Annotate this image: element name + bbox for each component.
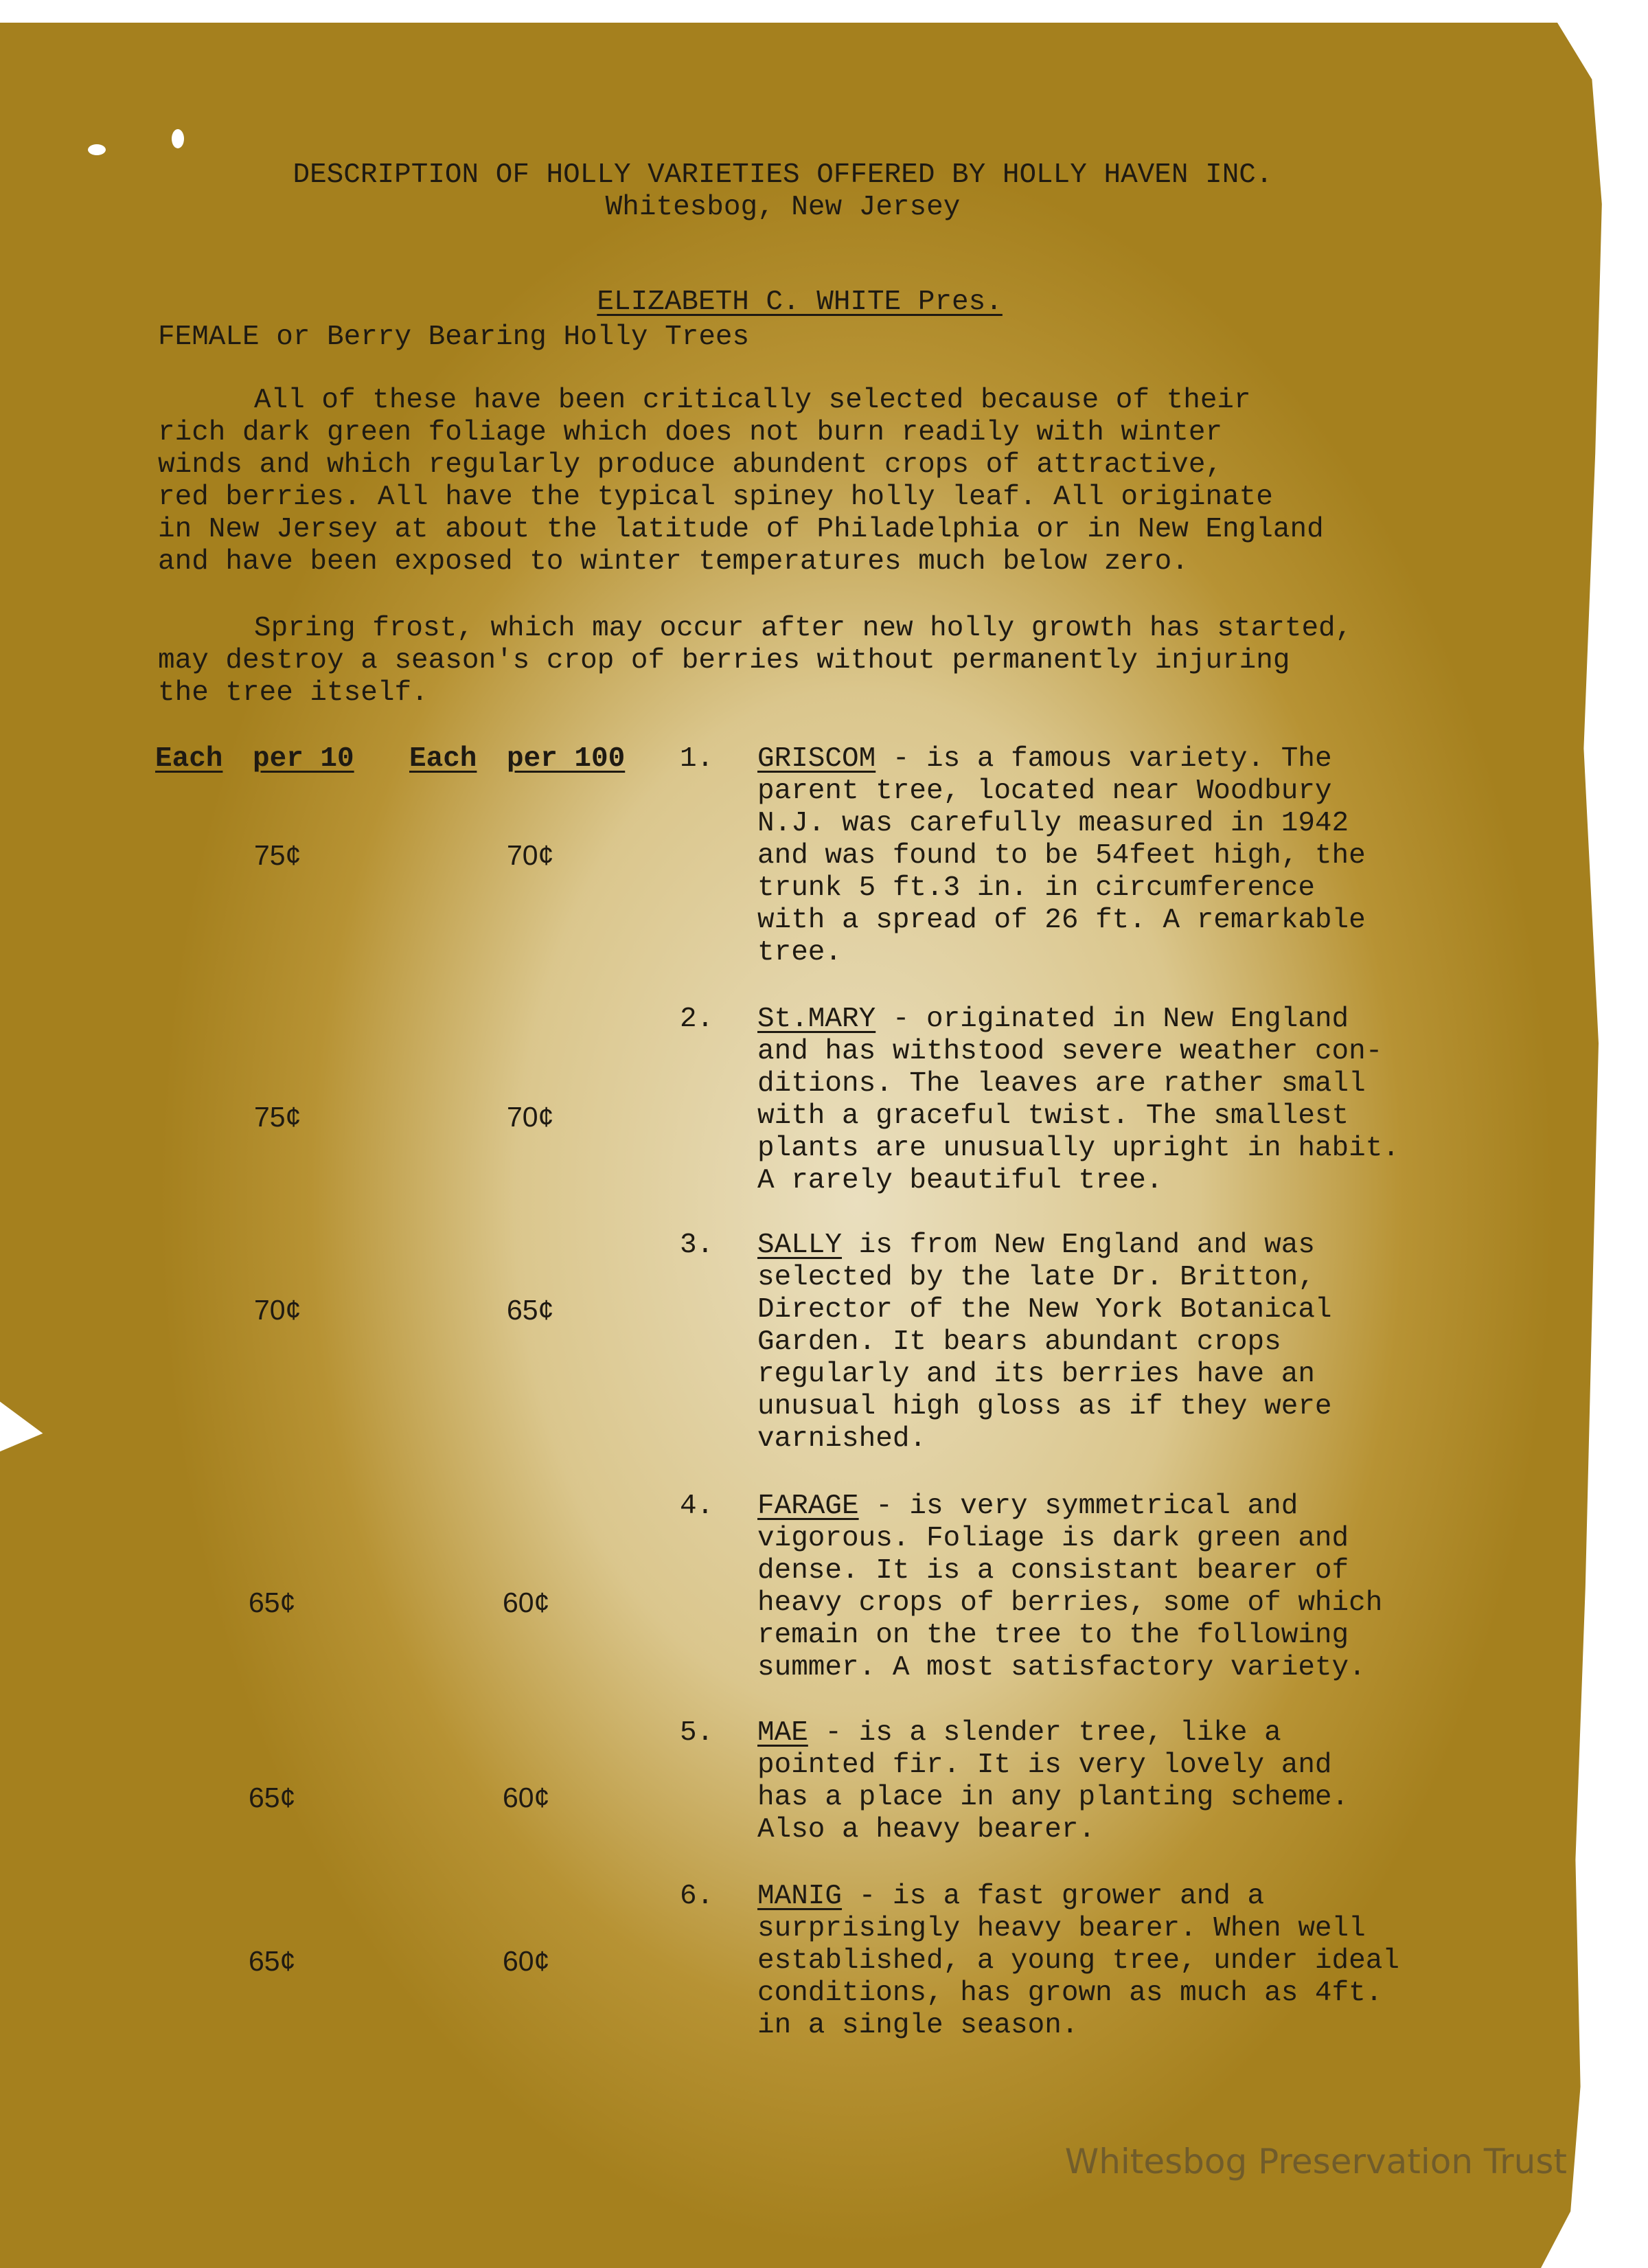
variety-description: - is a famous variety. The parent tree, located near Woodbury N.J. was carefully measured in 1942 and was found to be 54feet high, the trunk 5 ft.3 in. in circumference with a spread of 26 ft. A remarkable tree. [757,743,1366,968]
header-each-100: Each [409,743,477,775]
variety-description: is from New England and was selected by the late Dr. Britton, Director of the New York Botanical Garden. It bears abundant crops regularly and its berries have an unusual high gloss as if they were varnished. [757,1229,1332,1455]
price-per-100: 65¢ [507,1294,554,1326]
variety-description: - originated in New England and has withstood severe weather con- ditions. The leaves are rather small with a graceful twist. The smallest plants are unusually upright in habit. A rarely beautiful tree. [757,1003,1399,1197]
price-per-100: 70¢ [507,1101,554,1133]
variety-number: 4. [680,1490,714,1522]
document-location: Whitesbog, New Jersey [605,192,961,223]
variety-name: St.MARY [757,1003,876,1035]
variety-name: SALLY [757,1229,843,1261]
variety-name: MAE [757,1717,808,1749]
document-title: DESCRIPTION OF HOLLY VARIETIES OFFERED BY HOLLY HAVEN INC. [293,159,1273,191]
header-each-10: Each [155,743,223,775]
header-per-100: per 100 [507,743,626,775]
watermark: Whitesbog Preservation Trust [1064,2142,1567,2181]
variety-name: GRISCOM [757,743,876,775]
header-per-10: per 10 [253,743,354,775]
intro-paragraph-1: All of these have been critically selected because of their rich dark green foliage which does not burn readily with winter winds and which regularly produce abundent crops of attractive, red berries. All have the typical spiney holly leaf. All originate in New Jersey at about the latitude of Philadelphia or in New England and have been exposed to winter temperatures much below zero. [158,385,1324,578]
paper-damage-speck [172,129,184,148]
price-per-100: 60¢ [503,1782,550,1813]
price-per-10: 75¢ [254,839,301,871]
variety-entry [757,1490,1513,1684]
variety-number: 6. [680,1881,714,1912]
price-per-10: 65¢ [249,1782,296,1813]
intro-paragraph-2: Spring frost, which may occur after new holly growth has started, may destroy a season's crop of berries without permanently injuring the tree itself. [158,613,1353,709]
variety-description: - is a fast grower and a surprisingly heavy bearer. When well established, a young tree, under ideal conditions, has grown as much as 4ft. in a single season. [757,1881,1399,2041]
president-line: ELIZABETH C. WHITE Pres. [597,286,1003,318]
variety-entry [757,1229,1513,1455]
variety-entry [757,1717,1513,1846]
document-president [0,254,1566,319]
price-per-10: 70¢ [254,1294,301,1326]
price-per-100: 60¢ [503,1945,550,1977]
price-per-100: 70¢ [507,839,554,871]
variety-entry [757,1881,1513,2042]
price-per-100: 60¢ [503,1587,550,1618]
price-per-10: 65¢ [249,1587,296,1618]
variety-number: 5. [680,1717,714,1749]
variety-number: 3. [680,1229,714,1261]
variety-number: 2. [680,1003,714,1035]
section-heading: FEMALE or Berry Bearing Holly Trees [158,321,750,353]
price-per-10: 65¢ [249,1945,296,1977]
paper-damage-speck [88,144,106,155]
variety-name: FARAGE [757,1490,859,1522]
variety-name: MANIG [757,1881,843,1912]
variety-entry [757,743,1513,969]
variety-description: - is very symmetrical and vigorous. Foliage is dark green and dense. It is a consistant bearer of heavy crops of berries, some of which remain on the tree to the following summer. A most satisfactory variety. [757,1490,1383,1683]
price-per-10: 75¢ [254,1101,301,1133]
variety-description: - is a slender tree, like a pointed fir. It is very lovely and has a place in any planting scheme. Also a heavy bearer. [757,1717,1349,1846]
variety-number: 1. [680,743,714,775]
variety-entry [757,1003,1513,1197]
